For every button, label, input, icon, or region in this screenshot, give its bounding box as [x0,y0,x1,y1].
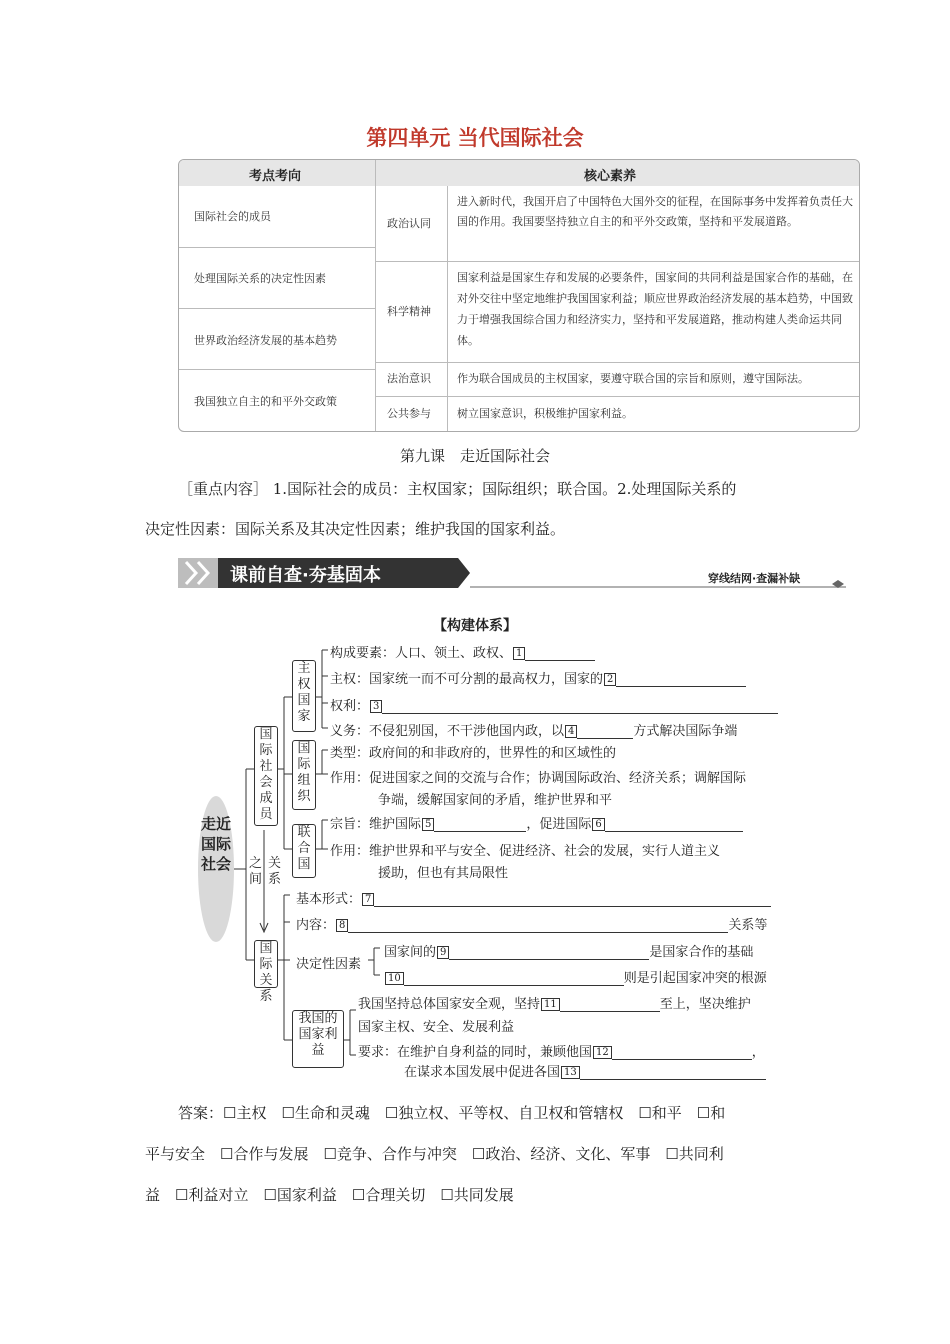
map-r1: 基本形式： 7 [296,888,771,907]
lesson-title: 第九课 走近国际社会 [399,447,550,465]
topic-1: 国际社会的成员 [194,210,271,223]
map-r2: 内容： 8 关系等 [296,918,768,933]
map-o3: 争端，缓解国家间的矛盾，维护世界和平 [378,793,613,808]
map-i1: 我国坚持总体国家安全观，坚持 11 至上，坚决维护 [358,997,751,1012]
map-node-un: 联合国 [292,824,316,878]
topic-3: 世界政治经济发展的基本趋势 [194,334,337,347]
map-o1: 类型：政府间的和非政府的，世界性的和区域性的 [330,746,617,761]
key-content-line1: ［重点内容］ 1.国际社会的成员：主权国家；国际组织；联合国。2.处理国际关系的 [178,480,737,498]
map-s3: 权利： 3 [330,695,778,714]
banner-title: 课前自查·夯基固本 [230,565,381,586]
map-u3: 援助，但也有其局限性 [378,866,509,881]
map-i2: 国家主权、安全、发展利益 [358,1020,515,1035]
answer-line1: 答案：☐主权 ☐生命和灵魂 ☐独立权、平等权、自卫权和管辖权 ☐和平 ☐和 [178,1104,726,1122]
literacy-name-4: 公共参与 [387,407,431,420]
structure-title: 【构建体系】 [433,618,517,634]
key-content-line2: 决定性因素：国际关系及其决定性因素；维护我国的国家利益。 [145,520,566,538]
col2-header: 核心素养 [584,169,637,184]
literacy-name-2: 科学精神 [387,305,431,318]
map-u1: 宗旨：维护国际 5 ，促进国际 6 [330,813,743,832]
col1-header: 考点考向 [249,169,302,184]
map-s4: 义务：不侵犯别国，不干涉他国内政，以 4 方式解决国际争端 [330,724,738,739]
literacy-text-2: 国家利益是国家生存和发展的必要条件，国家间的共同利益是国家合作的基础，在对外交往中坚定地维护我国国家利益；顺应世界政治经济发展的基本趋势，中国致力于增强我国综合国力和经济实力，坚持和平发展道路，推动构建人类命运共同体。 [457,271,853,347]
map-node-intl-org: 国际组织 [292,740,316,810]
map-o2: 作用：促进国家之间的交流与合作；协调国际政治、经济关系；调解国际 [330,771,747,786]
map-root: 走近国际社会 [200,815,231,873]
map-u2: 作用：维护世界和平与安全、促进经济、社会的发展，实行人道主义 [330,844,721,859]
answer-line3: 益 ☐利益对立 ☐国家利益 ☐合理关切 ☐共同发展 [145,1186,514,1204]
literacy-text-1: 进入新时代，我国开启了中国特色大国外交的征程，在国际事务中发挥着负责任大国的作用。我国要坚持独立自主的和平外交政策，坚持和平发展道路。 [457,195,853,228]
map-r3: 决定性因素 [296,957,362,972]
unit-title: 第四单元 当代国际社会 [366,126,584,150]
map-node-interest: 我国的国家利益 [292,1010,344,1068]
map-s2: 主权：国家统一而不可分割的最高权力，国家的 2 [330,668,746,687]
map-i3: 要求：在维护自身利益的同时，兼顾他国 12 ， [358,1045,765,1060]
map-guanxi: 关系 [268,856,282,887]
map-node-sovereign: 主权国家 [292,660,316,732]
topic-4: 我国独立自主的和平外交政策 [194,395,337,408]
banner-right: 穿线结网·查漏补缺 [708,572,801,585]
map-r3a: 国家间的 9 是国家合作的基础 [384,945,754,960]
literacy-name-1: 政治认同 [387,217,431,230]
map-i4: 在谋求本国发展中促进各国 13 [404,1061,766,1080]
map-r3c: 10 则是引起国家冲突的根源 [384,967,767,986]
answer-line2: 平与安全 ☐合作与发展 ☐竞争、合作与冲突 ☐政治、经济、文化、军事 ☐共同利 [145,1145,724,1163]
map-s1: 构成要素：人口、领土、政权、 1 [330,642,595,661]
literacy-name-3: 法治意识 [387,372,431,385]
map-node-member: 国际社会成员 [254,726,278,826]
topic-2: 处理国际关系的决定性因素 [194,272,326,285]
map-between: 之间 [249,856,263,887]
literacy-text-3: 作为联合国成员的主权国家，要遵守联合国的宗旨和原则，遵守国际法。 [457,372,809,385]
map-node-relation: 国际关系 [254,940,278,988]
literacy-text-4: 树立国家意识，积极维护国家利益。 [457,407,633,420]
